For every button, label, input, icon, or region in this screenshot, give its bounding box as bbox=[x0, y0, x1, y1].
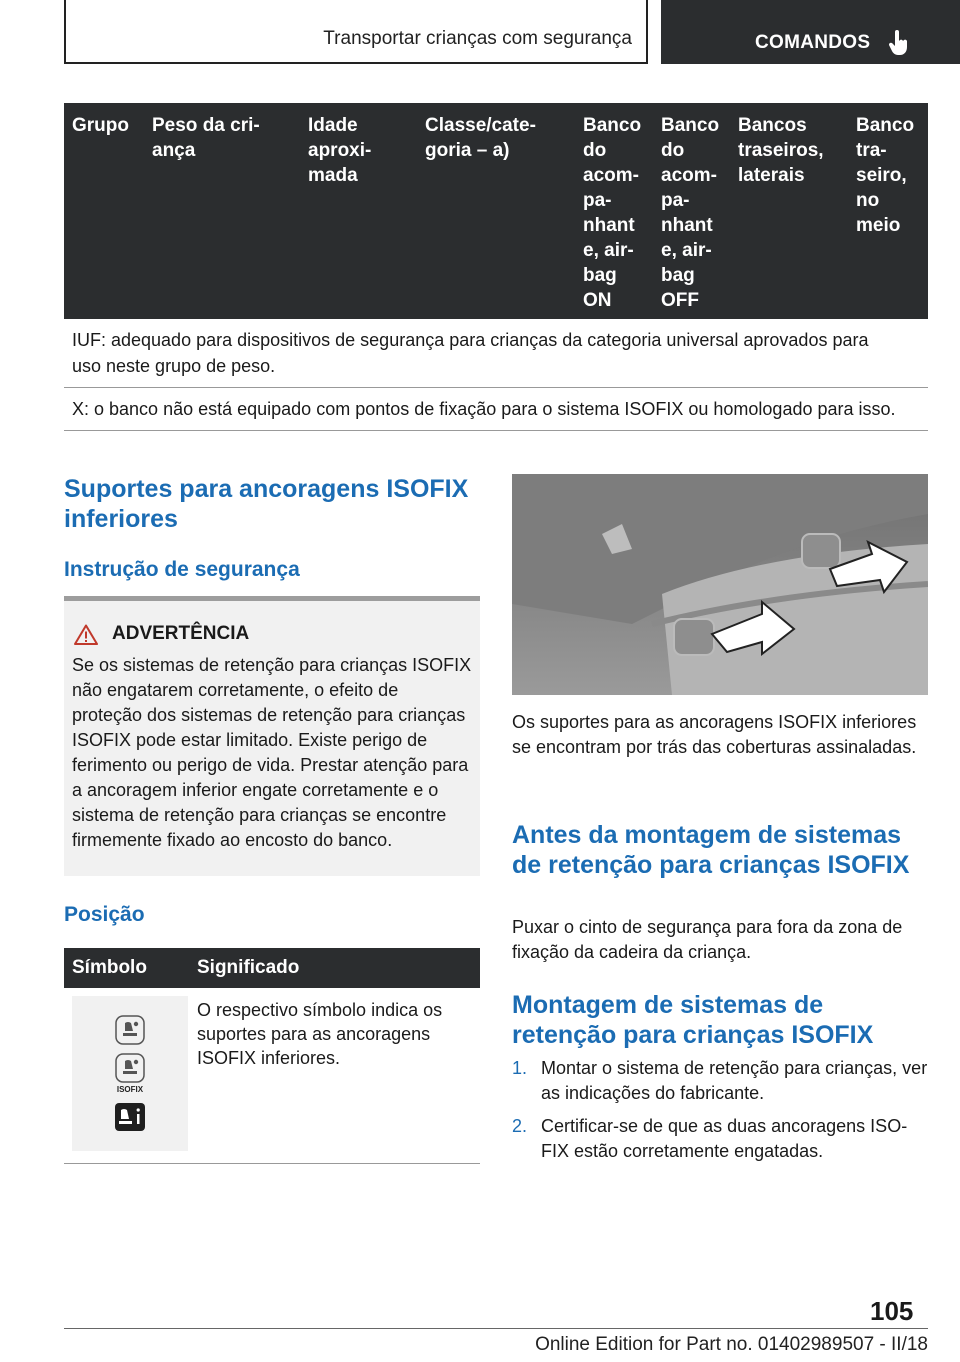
table-row bbox=[64, 988, 480, 1164]
col-header-class: Classe/cate- goria – a) bbox=[425, 115, 536, 161]
edition-footer: Online Edition for Part no. 01402989507 - II/18 bbox=[535, 1334, 928, 1355]
col-header-rear-outer: Bancos traseiros, laterais bbox=[738, 115, 824, 186]
table-header-row bbox=[64, 103, 928, 319]
table-note-row: X: o banco não está equipado com pontos de fixação para o sistema ISOFIX ou homologado para isso. bbox=[64, 388, 928, 431]
isofix-child-seat-icon bbox=[115, 1053, 145, 1083]
subsection-heading: Posição bbox=[64, 903, 145, 926]
isofix-symbol bbox=[115, 1053, 145, 1094]
page-number: 105 bbox=[870, 1296, 914, 1326]
warning-box bbox=[64, 596, 480, 876]
table-note-row: IUF: adequado para dispositivos de segurança para crianças da categoria universal aprovados para uso neste grupo de peso. bbox=[64, 319, 928, 388]
symbol-cell bbox=[72, 996, 188, 1151]
symbol-table bbox=[64, 948, 480, 1164]
photo-caption: Os suportes para as ancoragens ISOFIX inferiores se encontram por trás das coberturas assinaladas. bbox=[512, 712, 917, 757]
subsection-heading: Instrução de segurança bbox=[64, 558, 300, 581]
compatibility-table bbox=[64, 103, 928, 431]
col-header-passenger-airbag-on: Banco do acom- pa- nhant e, air- bag ON bbox=[583, 115, 642, 311]
col-header-symbol: Símbolo bbox=[72, 957, 147, 978]
isofix-info-icon bbox=[114, 1102, 146, 1132]
section-heading: Suportes para ancoragens ISOFIX inferiores bbox=[64, 475, 469, 533]
warning-triangle-icon bbox=[74, 624, 98, 645]
step-text: Certificar-se de que as duas ancoragens ISOFIX estão corretamente engatadas. bbox=[541, 1116, 908, 1161]
chapter-title: COMANDOS bbox=[755, 32, 871, 53]
running-header-chapter bbox=[661, 0, 960, 64]
symbol-meaning: O respectivo símbolo indica os suportes para as ancoragens ISOFIX inferiores. bbox=[197, 1000, 443, 1068]
col-header-group: Grupo bbox=[72, 115, 129, 136]
symbol-table-header bbox=[64, 948, 480, 988]
body-paragraph: Puxar o cinto de segurança para fora da zona de fixação da cadeira da criança. bbox=[512, 917, 903, 962]
list-item bbox=[512, 1114, 928, 1164]
col-header-weight: Peso da cri- ança bbox=[152, 115, 260, 161]
section-heading: Antes da montagem de sistemas de retenção para crianças ISOFIX bbox=[512, 821, 910, 879]
warning-title-row bbox=[74, 623, 472, 645]
isofix-label: ISOFIX bbox=[116, 1085, 144, 1094]
list-item bbox=[512, 1056, 928, 1106]
col-header-passenger-airbag-off: Banco do acom- pa- nhant e, air- bag OFF bbox=[661, 115, 720, 311]
col-header-meaning: Significado bbox=[197, 957, 300, 978]
col-header-rear-middle: Banco tra- seiro, no meio bbox=[856, 115, 915, 236]
isofix-anchor-photo bbox=[512, 474, 928, 695]
step-number: 1. bbox=[512, 1058, 528, 1078]
section-title: Transportar crianças com segurança bbox=[323, 28, 632, 49]
step-number: 2. bbox=[512, 1116, 528, 1136]
pointing-hand-icon bbox=[888, 30, 910, 56]
warning-title: ADVERTÊNCIA bbox=[112, 623, 250, 644]
running-header-section bbox=[64, 0, 648, 64]
steps-list bbox=[512, 1056, 928, 1172]
section-heading: Montagem de sistemas de retenção para crianças ISOFIX bbox=[512, 991, 874, 1049]
step-text: Montar o sistema de retenção para crianças, ver as indicações do fabricante. bbox=[541, 1058, 928, 1103]
child-seat-anchor-icon bbox=[115, 1015, 145, 1045]
footer-divider bbox=[64, 1328, 928, 1329]
col-header-age: Idade aproxi- mada bbox=[308, 115, 372, 186]
warning-text: Se os sistemas de retenção para crianças ISOFIX não engatarem corretamente, o efeito de proteção dos sistemas de retenção para crianças ISOFIX pode estar limitado. Existe perigo de ferimento ou perigo de vida. Prestar atenção para a ancoragem inferior engate corretamente e o sistema de retenção para crianças se encontre firmemente fixado ao encosto do banco. bbox=[72, 655, 472, 850]
